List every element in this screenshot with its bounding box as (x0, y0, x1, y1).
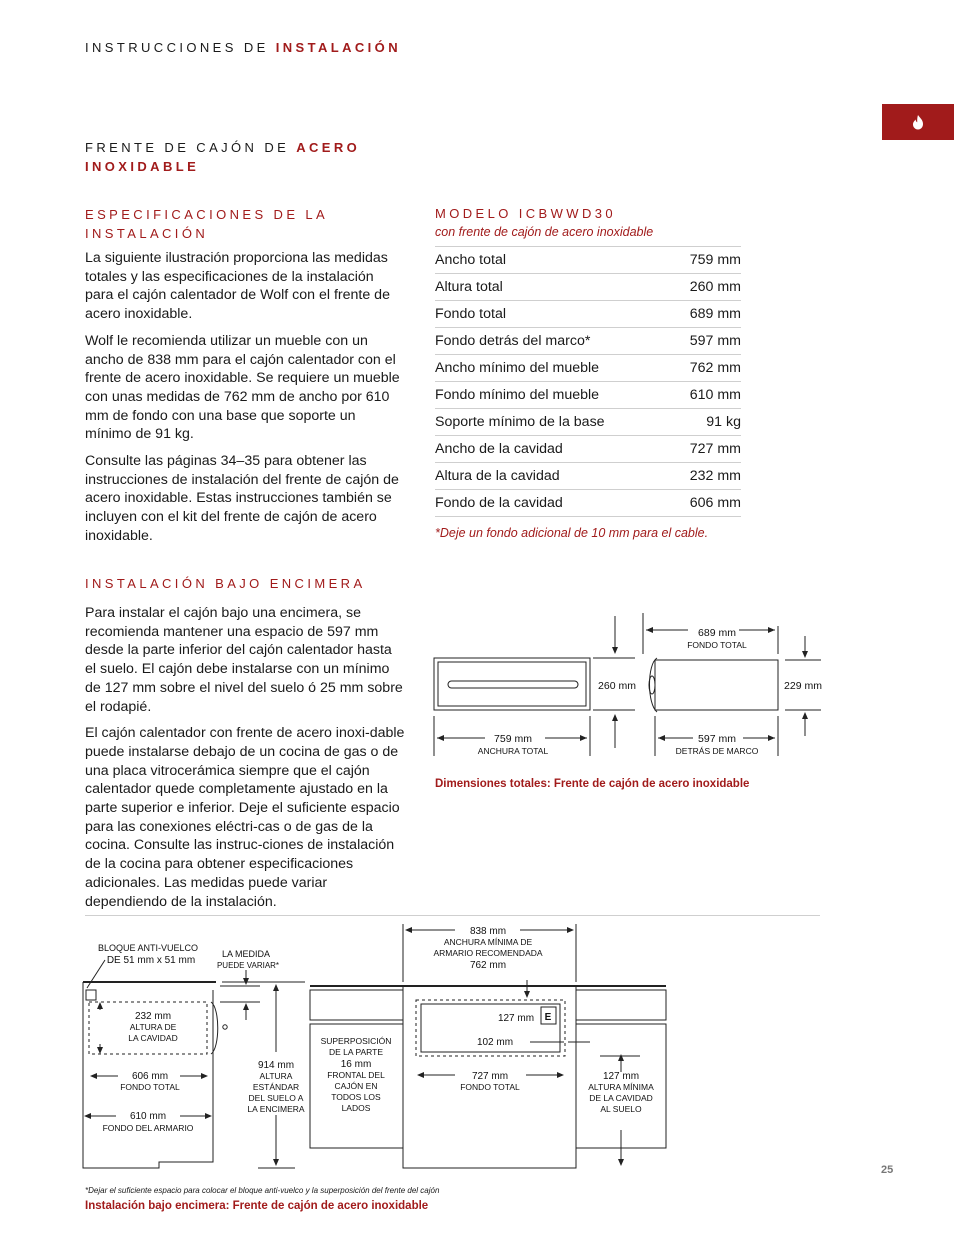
width-total-label: ANCHURA TOTAL (477, 746, 549, 756)
cabinet-depth-value: 610 mm (129, 1111, 167, 1122)
spec-value: 260 mm (670, 274, 741, 301)
standard-height-label-3: DEL SUELO A (248, 1093, 304, 1103)
divider (85, 915, 820, 916)
spec-value: 689 mm (670, 301, 741, 328)
section-title-highlight-1: ACERO (296, 140, 361, 155)
drawer-handle (448, 681, 578, 688)
spec-label: Fondo de la cavidad (435, 490, 670, 517)
overlap-label-7: LADOS (341, 1103, 371, 1113)
spec-label: Fondo total (435, 301, 670, 328)
install-diagram-caption: Instalación bajo encimera: Frente de cajón de acero inoxidable (85, 1200, 429, 1212)
spec-row (435, 247, 741, 274)
section-title (85, 138, 360, 176)
overall-diagram-caption: Dimensiones totales: Frente de cajón de acero inoxidable (435, 778, 750, 790)
para-3: Consulte las páginas 34–35 para obtener las instrucciones de instalación del frente de cajón de acero inoxidable. Estas instrucciones también se incluyen con el kit del frente de cajón de acero inoxidable. (85, 453, 399, 544)
spec-label: Fondo detrás del marco* (435, 328, 670, 355)
cabinet-width-label-1: ANCHURA MÍNIMA DE (443, 937, 533, 947)
drawer-front-side (211, 1002, 218, 1054)
standard-height-label-4: LA ENCIMERA (247, 1104, 305, 1114)
floor-height-label-3: AL SUELO (600, 1104, 642, 1114)
header-prefix: INSTRUCCIONES DE (85, 40, 269, 55)
behind-frame-label: DETRÁS DE MARCO (675, 746, 759, 756)
cavity-height-value: 232 mm (134, 1011, 172, 1022)
cavity-width-value: 727 mm (471, 1071, 509, 1082)
install-footnote: *Dejar el suficiente espacio para colocar el bloque anti-vuelco y la superposición del frente del cajón (85, 1186, 440, 1195)
standard-height-label-1: ALTURA (259, 1071, 293, 1081)
section-title-highlight-2: INOXIDABLE (85, 159, 200, 174)
cavity-width-label: FONDO TOTAL (460, 1082, 520, 1092)
header-highlight: INSTALACIÓN (275, 40, 401, 55)
spec-label: Ancho total (435, 247, 670, 274)
cabinet-width-value: 838 mm (469, 926, 507, 937)
depth-total-value: 689 mm (698, 627, 736, 639)
spec-label: Fondo mínimo del mueble (435, 382, 670, 409)
overlap-label-4: FRONTAL DEL (327, 1070, 385, 1080)
height-total-value: 260 mm (598, 680, 636, 692)
page-number: 25 (881, 1164, 894, 1176)
flame-icon (911, 114, 925, 130)
width-total-value: 759 mm (494, 733, 532, 745)
anti-tip-block (86, 990, 96, 1000)
anti-tip-label-2: DE 51 mm x 51 mm (106, 955, 196, 966)
spec-value: 232 mm (670, 463, 741, 490)
cabinet-width-label-2: ARMARIO RECOMENDADA (433, 948, 543, 958)
model-title: MODELO ICBWWD30 (435, 206, 617, 221)
drawer-front (434, 658, 590, 710)
spec-row (435, 274, 741, 301)
depth-total-label: FONDO TOTAL (687, 640, 747, 650)
para-1: La siguiente ilustración proporciona las medidas totales y las especificaciones de la instalación para el cajón calentador de Wolf con el frente de acero inoxidable. (85, 250, 390, 323)
spec-row (435, 382, 741, 409)
undercounter-heading: INSTALACIÓN BAJO ENCIMERA (85, 576, 366, 591)
para-4: Para instalar el cajón bajo una encimera, se recomienda mantener una espacio de 597 mm desde la parte inferior del cajón calentador hasta el suelo. El cajón debe instalarse con un mínimo de 127 mm sobre el nivel del suelo ó 25 mm sobre el rodapié. (85, 605, 403, 715)
overlap-label-3: 16 mm (340, 1059, 372, 1070)
para-2: Wolf le recomienda utilizar un mueble con un ancho de 838 mm para el cajón calentador con el frente de acero inoxidable. Se requiere un mueble con unas medidas de 762 mm de ancho por 610 mm de fondo con una base que soporte un mínimo de 91 kg. (85, 332, 400, 443)
overlap-label-5: CAJÓN EN (334, 1081, 378, 1091)
spec-row (435, 301, 741, 328)
spec-table (435, 246, 741, 517)
spec-label: Ancho de la cavidad (435, 436, 670, 463)
para-5: El cajón calentador con frente de acero inoxi-dable puede instalarse debajo de un cocina de gas o de una placa vitrocerámica siempre que el cajón calentador quede completamente ajustado en la parte superior e inferior. Deje el suficiente espacio para las conexiones eléctri-cas o de gas de la cocina. Consulte las instruc-ciones de instalación de la cocina para obtener especificaciones adicionales. Las medidas puede variar dependiendo de la instalación. (85, 725, 405, 910)
floor-height-label-1: ALTURA MÍNIMA (588, 1082, 654, 1092)
cavity-depth-value: 606 mm (131, 1071, 169, 1082)
specs-heading-line2: INSTALACIÓN (85, 225, 209, 241)
section-title-prefix: FRENTE DE CAJÓN DE (85, 140, 290, 155)
spec-label: Altura total (435, 274, 670, 301)
spec-value: 610 mm (670, 382, 741, 409)
overlap-label-6: TODOS LOS (331, 1092, 381, 1102)
right-cabinet-drawer (576, 990, 666, 1020)
floor-height-label-2: DE LA CAVIDAD (589, 1093, 653, 1103)
specs-heading-line1: ESPECIFICACIONES DE LA (85, 207, 329, 222)
section-tab (882, 104, 954, 140)
e-label: E (544, 1012, 552, 1023)
cavity-height-label-1: ALTURA DE (129, 1022, 177, 1032)
spec-footnote: *Deje un fondo adicional de 10 mm para el cable. (435, 526, 709, 540)
page-header (85, 40, 401, 55)
standard-height-value: 914 mm (257, 1060, 295, 1071)
spec-row (435, 409, 741, 436)
spec-value: 759 mm (670, 247, 741, 274)
overall-dimensions-diagram (425, 608, 835, 768)
cavity-depth-label: FONDO TOTAL (120, 1082, 180, 1092)
height-back-value: 229 mm (784, 680, 822, 692)
cavity-height-label-2: LA CAVIDAD (128, 1033, 178, 1043)
standard-height-label-2: ESTÁNDAR (252, 1082, 300, 1092)
drawer-front-panel (438, 662, 586, 706)
clearance-102-value: 102 mm (476, 1037, 514, 1048)
specs-body (85, 249, 402, 554)
anti-tip-label-1: BLOQUE ANTI-VUELCO (97, 943, 199, 953)
cabinet-min-width-value: 762 mm (469, 960, 507, 971)
clearance-127-value: 127 mm (497, 1013, 535, 1024)
specs-heading (85, 206, 328, 243)
behind-frame-value: 597 mm (698, 733, 736, 745)
spec-label: Soporte mínimo de la base (435, 409, 670, 436)
may-vary-label-2: PUEDE VARIAR* (216, 961, 280, 970)
spec-value: 606 mm (670, 490, 741, 517)
spec-row (435, 490, 741, 517)
spec-row (435, 463, 741, 490)
model-subtitle: con frente de cajón de acero inoxidable (435, 225, 654, 239)
may-vary-label-1: LA MEDIDA (221, 949, 271, 959)
drawer-side-front (650, 658, 658, 712)
drawer-side-body (655, 660, 778, 710)
spec-row (435, 436, 741, 463)
spec-row (435, 355, 741, 382)
floor-height-value: 127 mm (602, 1071, 640, 1082)
spec-value: 91 kg (670, 409, 741, 436)
overlap-label-1: SUPERPOSICIÓN (320, 1036, 392, 1046)
install-diagram (80, 920, 675, 1175)
undercounter-body (85, 604, 405, 919)
spec-label: Altura de la cavidad (435, 463, 670, 490)
cabinet-depth-label: FONDO DEL ARMARIO (102, 1123, 194, 1133)
left-cabinet-drawer (310, 990, 403, 1020)
overlap-label-2: DE LA PARTE (328, 1047, 384, 1057)
spec-value: 762 mm (670, 355, 741, 382)
spec-label: Ancho mínimo del mueble (435, 355, 670, 382)
spec-row (435, 328, 741, 355)
spec-value: 727 mm (670, 436, 741, 463)
spec-value: 597 mm (670, 328, 741, 355)
